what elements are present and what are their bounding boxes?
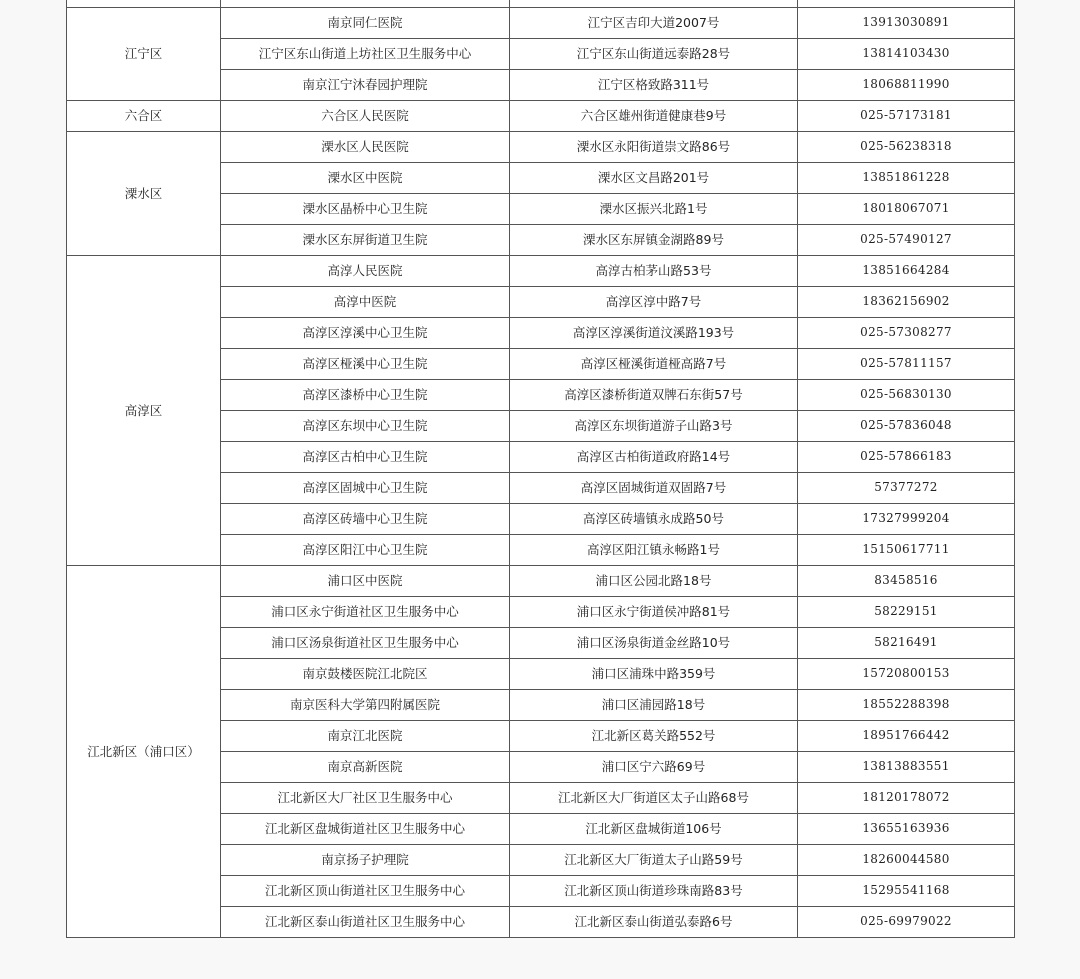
address-cell: 浦口区永宁街道侯冲路81号 <box>510 597 798 628</box>
institution-name-cell: 浦口区汤泉街道社区卫生服务中心 <box>221 628 510 659</box>
table-row <box>67 8 1015 39</box>
institution-name-cell: 溧水区东屏街道卫生院 <box>221 225 510 256</box>
district-cell: 六合区 <box>67 101 221 132</box>
institution-name-cell: 南京高新医院 <box>221 752 510 783</box>
institution-name-cell: 南京江北医院 <box>221 721 510 752</box>
phone-cell: 58229151 <box>798 597 1015 628</box>
institution-name-cell <box>221 0 510 8</box>
address-cell: 浦口区宁六路69号 <box>510 752 798 783</box>
institution-name-cell: 高淳区固城中心卫生院 <box>221 473 510 504</box>
address-cell: 高淳区阳江镇永畅路1号 <box>510 535 798 566</box>
institution-name-cell: 江北新区泰山街道社区卫生服务中心 <box>221 907 510 938</box>
phone-cell: 18018067071 <box>798 194 1015 225</box>
address-cell: 浦口区公园北路18号 <box>510 566 798 597</box>
table-row <box>67 0 1015 8</box>
institution-name-cell: 南京医科大学第四附属医院 <box>221 690 510 721</box>
phone-cell: 025-69979022 <box>798 907 1015 938</box>
phone-cell: 15720800153 <box>798 659 1015 690</box>
address-cell: 浦口区汤泉街道金丝路10号 <box>510 628 798 659</box>
institution-name-cell: 高淳区砖墙中心卫生院 <box>221 504 510 535</box>
institution-name-cell: 溧水区晶桥中心卫生院 <box>221 194 510 225</box>
phone-cell <box>798 0 1015 8</box>
phone-cell: 025-57308277 <box>798 318 1015 349</box>
address-cell: 江北新区大厂街道太子山路59号 <box>510 845 798 876</box>
phone-cell: 57377272 <box>798 473 1015 504</box>
table-row <box>67 256 1015 287</box>
phone-cell: 025-57490127 <box>798 225 1015 256</box>
phone-cell: 13813883551 <box>798 752 1015 783</box>
phone-cell: 13655163936 <box>798 814 1015 845</box>
address-cell: 高淳区淳溪街道汶溪路193号 <box>510 318 798 349</box>
phone-cell: 13814103430 <box>798 39 1015 70</box>
district-cell <box>67 0 221 8</box>
address-cell: 江宁区格致路311号 <box>510 70 798 101</box>
address-cell: 溧水区东屏镇金湖路89号 <box>510 225 798 256</box>
table-row <box>67 101 1015 132</box>
institution-name-cell: 南京同仁医院 <box>221 8 510 39</box>
institution-name-cell: 南京扬子护理院 <box>221 845 510 876</box>
address-cell: 江北新区大厂街道区太子山路68号 <box>510 783 798 814</box>
institution-name-cell: 江宁区东山街道上坊社区卫生服务中心 <box>221 39 510 70</box>
address-cell: 溧水区永阳街道崇文路86号 <box>510 132 798 163</box>
address-cell: 高淳区桠溪街道桠高路7号 <box>510 349 798 380</box>
address-cell: 高淳区淳中路7号 <box>510 287 798 318</box>
institution-name-cell: 六合区人民医院 <box>221 101 510 132</box>
institution-name-cell: 高淳区古柏中心卫生院 <box>221 442 510 473</box>
address-cell: 高淳区固城街道双固路7号 <box>510 473 798 504</box>
address-cell: 江北新区盘城街道106号 <box>510 814 798 845</box>
district-cell: 江宁区 <box>67 8 221 101</box>
institution-name-cell: 高淳区漆桥中心卫生院 <box>221 380 510 411</box>
institution-name-cell: 高淳区淳溪中心卫生院 <box>221 318 510 349</box>
phone-cell: 13851861228 <box>798 163 1015 194</box>
phone-cell: 025-57866183 <box>798 442 1015 473</box>
institution-name-cell: 溧水区中医院 <box>221 163 510 194</box>
phone-cell: 18951766442 <box>798 721 1015 752</box>
phone-cell: 025-57836048 <box>798 411 1015 442</box>
address-cell: 江北新区泰山街道弘泰路6号 <box>510 907 798 938</box>
phone-cell: 13913030891 <box>798 8 1015 39</box>
phone-cell: 13851664284 <box>798 256 1015 287</box>
institution-name-cell: 高淳区东坝中心卫生院 <box>221 411 510 442</box>
institution-name-cell: 高淳区桠溪中心卫生院 <box>221 349 510 380</box>
phone-cell: 83458516 <box>798 566 1015 597</box>
address-cell: 浦口区浦园路18号 <box>510 690 798 721</box>
institution-name-cell: 南京江宁沐春园护理院 <box>221 70 510 101</box>
address-cell: 高淳区漆桥街道双牌石东街57号 <box>510 380 798 411</box>
address-cell: 浦口区浦珠中路359号 <box>510 659 798 690</box>
table-row <box>67 132 1015 163</box>
address-cell: 高淳区东坝街道游子山路3号 <box>510 411 798 442</box>
institution-name-cell: 高淳中医院 <box>221 287 510 318</box>
address-cell: 江北新区葛关路552号 <box>510 721 798 752</box>
address-cell: 高淳古柏茅山路53号 <box>510 256 798 287</box>
address-cell: 六合区雄州街道健康巷9号 <box>510 101 798 132</box>
phone-cell: 025-57811157 <box>798 349 1015 380</box>
phone-cell: 025-57173181 <box>798 101 1015 132</box>
institution-name-cell: 高淳区阳江中心卫生院 <box>221 535 510 566</box>
address-cell: 江宁区吉印大道2007号 <box>510 8 798 39</box>
institution-name-cell: 江北新区顶山街道社区卫生服务中心 <box>221 876 510 907</box>
table-body <box>67 0 1015 938</box>
phone-cell: 15150617711 <box>798 535 1015 566</box>
phone-cell: 18068811990 <box>798 70 1015 101</box>
phone-cell: 18120178072 <box>798 783 1015 814</box>
address-cell: 高淳区古柏街道政府路14号 <box>510 442 798 473</box>
institution-name-cell: 江北新区盘城街道社区卫生服务中心 <box>221 814 510 845</box>
phone-cell: 18260044580 <box>798 845 1015 876</box>
table-row <box>67 566 1015 597</box>
institution-name-cell: 浦口区永宁街道社区卫生服务中心 <box>221 597 510 628</box>
district-cell: 高淳区 <box>67 256 221 566</box>
institution-name-cell: 浦口区中医院 <box>221 566 510 597</box>
phone-cell: 18552288398 <box>798 690 1015 721</box>
institution-name-cell: 溧水区人民医院 <box>221 132 510 163</box>
address-cell: 溧水区振兴北路1号 <box>510 194 798 225</box>
phone-cell: 58216491 <box>798 628 1015 659</box>
address-cell <box>510 0 798 8</box>
district-cell: 溧水区 <box>67 132 221 256</box>
hospital-table <box>66 0 1015 938</box>
institution-name-cell: 南京鼓楼医院江北院区 <box>221 659 510 690</box>
phone-cell: 025-56238318 <box>798 132 1015 163</box>
phone-cell: 025-56830130 <box>798 380 1015 411</box>
address-cell: 高淳区砖墙镇永成路50号 <box>510 504 798 535</box>
phone-cell: 15295541168 <box>798 876 1015 907</box>
address-cell: 江北新区顶山街道珍珠南路83号 <box>510 876 798 907</box>
phone-cell: 17327999204 <box>798 504 1015 535</box>
address-cell: 江宁区东山街道远泰路28号 <box>510 39 798 70</box>
district-cell: 江北新区（浦口区） <box>67 566 221 938</box>
address-cell: 溧水区文昌路201号 <box>510 163 798 194</box>
institution-name-cell: 江北新区大厂社区卫生服务中心 <box>221 783 510 814</box>
institution-name-cell: 高淳人民医院 <box>221 256 510 287</box>
phone-cell: 18362156902 <box>798 287 1015 318</box>
